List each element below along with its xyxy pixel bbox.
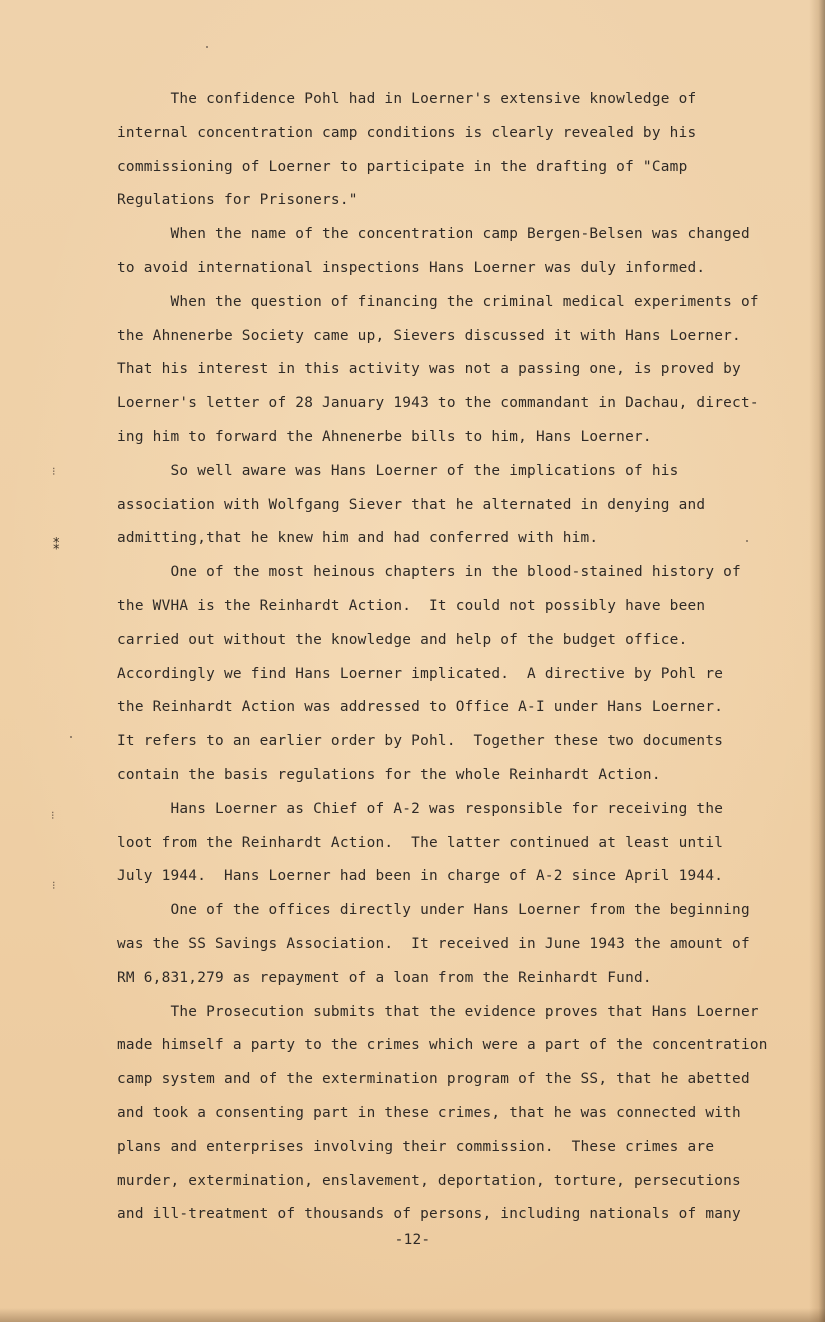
text-line: The Prosecution submits that the evidence proves that Hans Loerner [117,1003,759,1020]
paper-speck [206,46,208,48]
text-line: So well aware was Hans Loerner of the implications of his [117,462,679,479]
typed-body-text [117,83,768,1232]
binding-mark: ⁝ [52,879,56,892]
text-line: Regulations for Prisoners." [117,192,358,209]
text-line: loot from the Reinhardt Action. The latter continued at least until [117,834,724,851]
binding-mark: ⁝ [51,809,55,822]
text-line: camp system and of the extermination program of the SS, that he abetted [117,1071,750,1088]
text-line: The confidence Pohl had in Loerner's extensive knowledge of [117,91,697,107]
binding-mark: ⁝ [52,465,56,478]
paper-speck [70,736,72,738]
text-line: July 1944. Hans Loerner had been in charge of A-2 since April 1944. [117,868,724,885]
text-line: That his interest in this activity was not a passing one, is proved by [117,361,741,378]
text-line: plans and enterprises involving their commission. These crimes are [117,1138,715,1155]
text-line: carried out without the knowledge and help of the budget office. [117,631,688,648]
text-line: When the question of financing the criminal medical experiments of [117,293,759,310]
text-line: commissioning of Loerner to participate in the drafting of "Camp [117,158,688,175]
binding-mark: ⁑ [53,538,60,553]
paper-speck [746,540,748,542]
text-line: the Reinhardt Action was addressed to Office A-I under Hans Loerner. [117,699,724,716]
text-line: admitting,that he knew him and had conferred with him. [117,530,599,547]
text-line: association with Wolfgang Siever that he alternated in denying and [117,496,706,513]
page-number: -12- [394,1232,431,1248]
text-line: Loerner's letter of 28 January 1943 to the commandant in Dachau, direct- [117,395,759,412]
text-line: murder, extermination, enslavement, deportation, torture, persecutions [117,1172,741,1189]
text-line: Hans Loerner as Chief of A-2 was responsible for receiving the [117,800,724,817]
text-line: and took a consenting part in these crimes, that he was connected with [117,1104,741,1121]
text-line: was the SS Savings Association. It received in June 1943 the amount of [117,935,750,952]
text-line: the Ahnenerbe Society came up, Sievers discussed it with Hans Loerner. [117,327,741,344]
text-line: When the name of the concentration camp Bergen-Belsen was changed [117,226,750,243]
page-edge-shadow [809,0,825,1322]
text-line: It refers to an earlier order by Pohl. Together these two documents [117,733,724,750]
text-line: RM 6,831,279 as repayment of a loan from the Reinhardt Fund. [117,969,652,986]
text-line: and ill-treatment of thousands of persons, including nationals of many [117,1206,741,1223]
page-bottom-shadow [0,1308,825,1322]
text-line: made himself a party to the crimes which were a part of the concentration [117,1037,768,1054]
text-line: One of the offices directly under Hans Loerner from the beginning [117,902,750,919]
text-line: to avoid international inspections Hans Loerner was duly informed. [117,259,706,276]
text-line: the WVHA is the Reinhardt Action. It could not possibly have been [117,597,706,614]
text-line: ing him to forward the Ahnenerbe bills to him, Hans Loerner. [117,428,652,445]
text-line: One of the most heinous chapters in the blood-stained history of [117,564,741,581]
text-line: internal concentration camp conditions is clearly revealed by his [117,124,697,141]
text-line: contain the basis regulations for the whole Reinhardt Action. [117,766,661,783]
text-line: Accordingly we find Hans Loerner implicated. A directive by Pohl re [117,665,724,682]
